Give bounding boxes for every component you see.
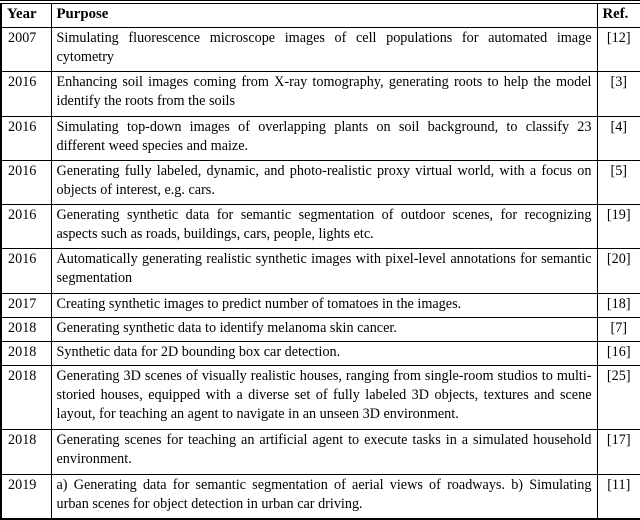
cell-year: 2016 — [1, 205, 51, 249]
cell-year: 2019 — [1, 474, 51, 519]
cell-year: 2016 — [1, 116, 51, 160]
table-row — [1, 366, 640, 430]
cell-purpose: Generating fully labeled, dynamic, and photo-realistic proxy virtual world, with a focus on objects of interest, e.g. cars. — [51, 160, 597, 204]
cell-year: 2018 — [1, 317, 51, 341]
column-header-ref: Ref. — [597, 2, 640, 28]
cell-year: 2017 — [1, 293, 51, 317]
cell-purpose: a) Generating data for semantic segmentation of aerial views of roadways. b) Simulating urban scenes for object detection in urban car driving. — [51, 474, 597, 519]
cell-purpose: Simulating fluorescence microscope images of cell populations for automated image cytometry — [51, 28, 597, 72]
cell-purpose: Generating 3D scenes of visually realistic houses, ranging from single-room studios to multi-storied houses, equipped with a diverse set of fully labeled 3D objects, textures and scene layout, for teaching an agent to navigate in an unseen 3D environment. — [51, 366, 597, 430]
cell-purpose: Generating synthetic data for semantic segmentation of outdoor scenes, for recognizing aspects such as roads, buildings, cars, people, lights etc. — [51, 205, 597, 249]
cell-year: 2018 — [1, 430, 51, 474]
cell-ref: [17] — [597, 430, 640, 474]
cell-ref: [11] — [597, 474, 640, 519]
header-row — [1, 2, 640, 28]
cell-year: 2016 — [1, 72, 51, 116]
cell-purpose: Simulating top-down images of overlapping plants on soil background, to classify 23 different weed species and maize. — [51, 116, 597, 160]
cell-purpose: Generating synthetic data to identify melanoma skin cancer. — [51, 317, 597, 341]
table-row — [1, 28, 640, 72]
cell-ref: [19] — [597, 205, 640, 249]
cell-year: 2018 — [1, 341, 51, 365]
table-row — [1, 116, 640, 160]
cell-ref: [5] — [597, 160, 640, 204]
cell-year: 2016 — [1, 249, 51, 293]
cell-ref: [16] — [597, 341, 640, 365]
table-row — [1, 430, 640, 474]
table-row — [1, 205, 640, 249]
table-row — [1, 474, 640, 519]
cell-ref: [3] — [597, 72, 640, 116]
cell-purpose: Generating scenes for teaching an artificial agent to execute tasks in a simulated household environment. — [51, 430, 597, 474]
cell-ref: [25] — [597, 366, 640, 430]
cell-ref: [4] — [597, 116, 640, 160]
cell-ref: [18] — [597, 293, 640, 317]
cell-ref: [12] — [597, 28, 640, 72]
cell-purpose: Creating synthetic images to predict number of tomatoes in the images. — [51, 293, 597, 317]
column-header-purpose: Purpose — [51, 2, 597, 28]
cell-ref: [7] — [597, 317, 640, 341]
cell-purpose: Enhancing soil images coming from X-ray tomography, generating roots to help the model identify the roots from the soils — [51, 72, 597, 116]
table-row — [1, 293, 640, 317]
cell-year: 2007 — [1, 28, 51, 72]
cell-ref: [20] — [597, 249, 640, 293]
table-body — [1, 28, 640, 520]
cell-purpose: Automatically generating realistic synthetic images with pixel-level annotations for semantic segmentation — [51, 249, 597, 293]
cell-purpose: Synthetic data for 2D bounding box car detection. — [51, 341, 597, 365]
table-row — [1, 341, 640, 365]
cell-year: 2016 — [1, 160, 51, 204]
column-header-year: Year — [1, 2, 51, 28]
cell-year: 2018 — [1, 366, 51, 430]
table-row — [1, 72, 640, 116]
table-row — [1, 249, 640, 293]
table-row — [1, 317, 640, 341]
table-row — [1, 160, 640, 204]
